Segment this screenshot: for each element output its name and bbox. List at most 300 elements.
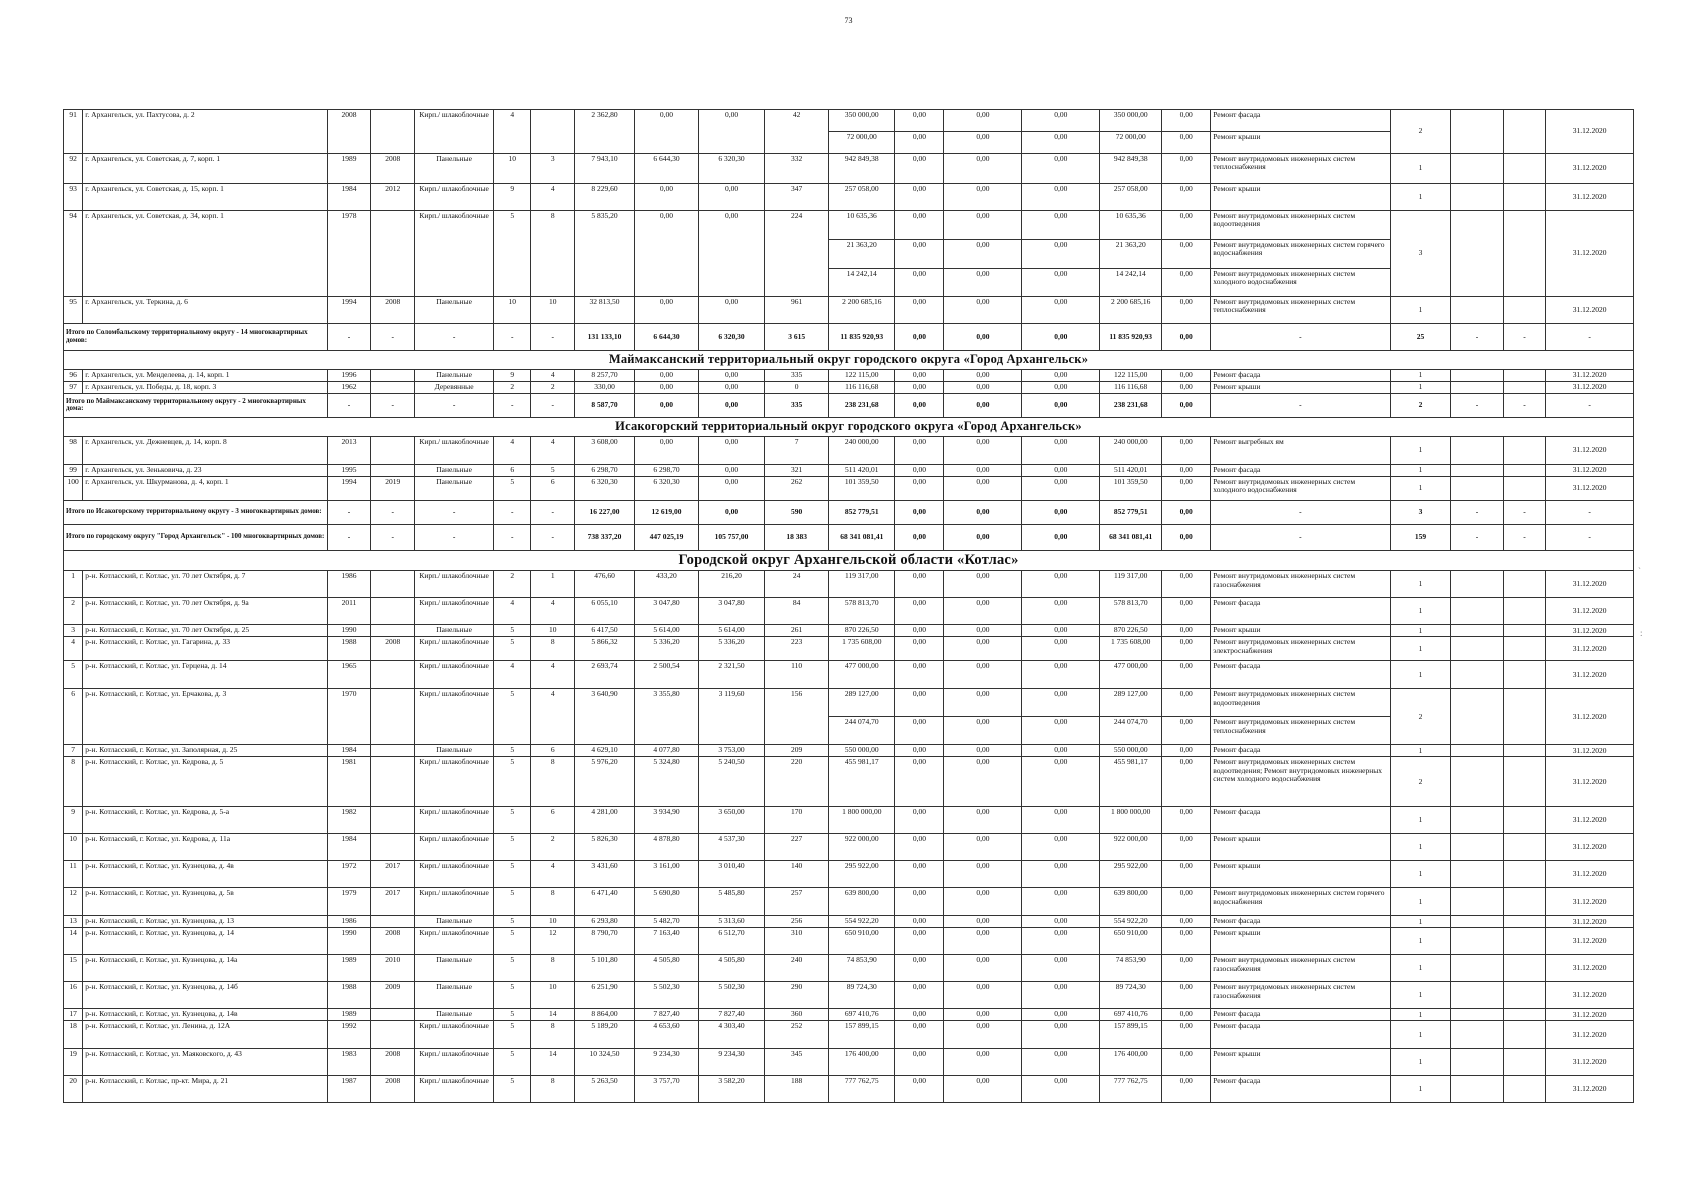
cell-fund-2: 0,00	[944, 436, 1022, 464]
cell-empty-1	[1451, 154, 1503, 184]
table-row	[64, 381, 1634, 393]
cell-cost-total: 295 922,00	[829, 861, 895, 888]
cell-work-count: 1	[1390, 982, 1451, 1009]
cell-number: 95	[64, 297, 83, 324]
cell-cost-total: 157 899,15	[829, 1021, 895, 1049]
cell-empty-1	[1451, 598, 1503, 625]
cell-fund-5: 0,00	[1162, 1021, 1211, 1049]
cell-empty-1	[1451, 888, 1503, 916]
cell-cost-total: 455 981,17	[829, 757, 895, 807]
total-res: 3 615	[765, 324, 829, 351]
cell-fund-3: 0,00	[1022, 888, 1100, 916]
cell-empty-2	[1503, 916, 1546, 928]
table-row	[64, 598, 1634, 625]
cell-cost-total: 10 635,36	[829, 211, 895, 240]
cell-year-built: 1979	[327, 888, 371, 916]
cell-number: 91	[64, 110, 83, 154]
cell-fund-3: 0,00	[1022, 132, 1100, 154]
cell-empty-1	[1451, 1009, 1503, 1021]
cell-work-count: 1	[1390, 369, 1451, 381]
table-row	[64, 661, 1634, 689]
cell-empty-2	[1503, 1021, 1546, 1049]
cell-entrances: 1	[531, 571, 575, 598]
cell-work-count: 1	[1390, 807, 1451, 834]
cell-fund-1: 0,00	[895, 211, 944, 240]
cell-entrances: 4	[531, 184, 575, 211]
total-f5: 0,00	[1162, 324, 1211, 351]
cell-cost-total: 550 000,00	[829, 745, 895, 757]
cell-floors: 10	[494, 154, 531, 184]
cell-address: р-н. Котласский, г. Котлас, ул. Кузнецова, д. 14а	[83, 955, 327, 982]
section-heading-row	[64, 417, 1634, 436]
cell-fund-5: 0,00	[1162, 1076, 1211, 1103]
cell-wall-material: Кирп./ шлакоблочные	[415, 436, 494, 464]
cell-work-type: Ремонт фасада	[1211, 369, 1390, 381]
cell-work-type: Ремонт внутридомовых инженерных систем холодного водоснабжения	[1211, 476, 1390, 500]
cell-year-built: 1984	[327, 745, 371, 757]
cell-year-built: 1989	[327, 154, 371, 184]
cell-deadline: 31.12.2020	[1546, 1049, 1634, 1076]
cell-fund-owners: 244 074,70	[1100, 717, 1162, 745]
cell-fund-5: 0,00	[1162, 369, 1211, 381]
total-area: 16 227,00	[575, 500, 635, 524]
cell-year-built: 1970	[327, 689, 371, 745]
cell-floors: 5	[494, 1076, 531, 1103]
cell-area-owned: 3 047,80	[698, 598, 764, 625]
cell-cost-total: 74 853,90	[829, 955, 895, 982]
cell-empty-2	[1503, 982, 1546, 1009]
cell-empty-1	[1451, 745, 1503, 757]
total-row	[64, 524, 1634, 550]
cell-total-area: 3 640,90	[575, 689, 635, 745]
cell-deadline: 31.12.2020	[1546, 154, 1634, 184]
cell-floors: 5	[494, 476, 531, 500]
cell-area-owned: 7 827,40	[698, 1009, 764, 1021]
table-row	[64, 476, 1634, 500]
total-f2: 0,00	[944, 324, 1022, 351]
cell-year-repair: 2008	[371, 297, 415, 324]
cell-fund-1: 0,00	[895, 916, 944, 928]
cell-fund-2: 0,00	[944, 637, 1022, 661]
cell-deadline: 31.12.2020	[1546, 888, 1634, 916]
total-ent: -	[531, 324, 575, 351]
cell-fund-owners: 14 242,14	[1100, 269, 1162, 297]
cell-year-repair	[371, 1009, 415, 1021]
cell-area-owned: 0,00	[698, 476, 764, 500]
cell-cost-total: 1 800 000,00	[829, 807, 895, 834]
cell-work-count: 1	[1390, 637, 1451, 661]
cell-wall-material: Кирп./ шлакоблочные	[415, 861, 494, 888]
cell-address: р-н. Котласский, г. Котлас, ул. Герцена, д. 14	[83, 661, 327, 689]
cell-cost-total: 922 000,00	[829, 834, 895, 861]
cell-work-type: Ремонт внутридомовых инженерных систем газоснабжения	[1211, 955, 1390, 982]
cell-empty-2	[1503, 1049, 1546, 1076]
cell-empty-1	[1451, 689, 1503, 745]
housing-repair-table	[63, 109, 1634, 1103]
total-f1: 0,00	[895, 500, 944, 524]
cell-area-owned: 3 010,40	[698, 861, 764, 888]
cell-area-living: 6 320,30	[634, 476, 698, 500]
cell-wall-material: Кирп./ шлакоблочные	[415, 211, 494, 297]
cell-deadline: 31.12.2020	[1546, 110, 1634, 154]
cell-fund-1: 0,00	[895, 297, 944, 324]
cell-fund-1: 0,00	[895, 955, 944, 982]
cell-fund-owners: 922 000,00	[1100, 834, 1162, 861]
cell-cost-total: 477 000,00	[829, 661, 895, 689]
cell-wall-material: Кирп./ шлакоблочные	[415, 661, 494, 689]
cell-cost-total: 244 074,70	[829, 717, 895, 745]
cell-cost-total: 257 058,00	[829, 184, 895, 211]
cell-fund-3: 0,00	[1022, 625, 1100, 637]
cell-floors: 5	[494, 689, 531, 745]
table-row	[64, 464, 1634, 476]
cell-address: р-н. Котласский, г. Котлас, ул. Кедрова, д. 5	[83, 757, 327, 807]
cell-floors: 5	[494, 834, 531, 861]
cell-empty-2	[1503, 1076, 1546, 1103]
cell-fund-3: 0,00	[1022, 436, 1100, 464]
cell-empty-1	[1451, 834, 1503, 861]
cell-residents: 332	[765, 154, 829, 184]
cell-year-repair	[371, 745, 415, 757]
total-x1: -	[1451, 393, 1503, 417]
cell-fund-1: 0,00	[895, 625, 944, 637]
cell-fund-3: 0,00	[1022, 928, 1100, 955]
cell-area-living: 5 690,80	[634, 888, 698, 916]
cell-work-type: Ремонт внутридомовых инженерных систем электроснабжения	[1211, 637, 1390, 661]
cell-year-built: 2011	[327, 598, 371, 625]
cell-empty-2	[1503, 297, 1546, 324]
table-row	[64, 297, 1634, 324]
cell-fund-2: 0,00	[944, 955, 1022, 982]
total-work: -	[1211, 393, 1390, 417]
cell-entrances: 14	[531, 1009, 575, 1021]
cell-work-count: 2	[1390, 689, 1451, 745]
cell-work-count: 1	[1390, 436, 1451, 464]
cell-residents: 257	[765, 888, 829, 916]
cell-fund-2: 0,00	[944, 1009, 1022, 1021]
cell-area-living: 9 234,30	[634, 1049, 698, 1076]
total-rep: -	[371, 500, 415, 524]
cell-fund-5: 0,00	[1162, 982, 1211, 1009]
cell-work-count: 1	[1390, 154, 1451, 184]
cell-wall-material: Кирп./ шлакоблочные	[415, 757, 494, 807]
cell-floors: 5	[494, 955, 531, 982]
cell-year-built: 1988	[327, 637, 371, 661]
total-label: Итого по Исакогорскому территориальному округу - 3 многоквартирных домов:	[64, 500, 328, 524]
cell-number: 16	[64, 982, 83, 1009]
cell-floors: 10	[494, 297, 531, 324]
cell-area-living: 4 077,80	[634, 745, 698, 757]
cell-deadline: 31.12.2020	[1546, 955, 1634, 982]
cell-residents: 0	[765, 381, 829, 393]
cell-area-owned: 3 119,60	[698, 689, 764, 745]
cell-address: р-н. Котласский, г. Котлас, ул. Кузнецова, д. 5в	[83, 888, 327, 916]
total-a1: 447 025,19	[634, 524, 698, 550]
cell-deadline: 31.12.2020	[1546, 757, 1634, 807]
cell-address: р-н. Котласский, г. Котлас, ул. Кузнецова, д. 14б	[83, 982, 327, 1009]
cell-fund-1: 0,00	[895, 154, 944, 184]
cell-fund-5: 0,00	[1162, 297, 1211, 324]
total-ent: -	[531, 524, 575, 550]
total-area: 131 133,10	[575, 324, 635, 351]
cell-empty-1	[1451, 757, 1503, 807]
cell-work-type: Ремонт внутридомовых инженерных систем газоснабжения	[1211, 982, 1390, 1009]
cell-fund-5: 0,00	[1162, 625, 1211, 637]
cell-deadline: 31.12.2020	[1546, 464, 1634, 476]
cell-year-built: 1984	[327, 834, 371, 861]
cell-total-area: 6 298,70	[575, 464, 635, 476]
cell-address: р-н. Котласский, г. Котлас, ул. Гагарина, д. 33	[83, 637, 327, 661]
cell-total-area: 5 976,20	[575, 757, 635, 807]
cell-empty-2	[1503, 834, 1546, 861]
cell-address: р-н. Котласский, г. Котлас, ул. Заполярная, д. 25	[83, 745, 327, 757]
cell-fund-owners: 1 800 000,00	[1100, 807, 1162, 834]
cell-fund-3: 0,00	[1022, 834, 1100, 861]
cell-cost-total: 240 000,00	[829, 436, 895, 464]
cell-work-type: Ремонт крыши	[1211, 381, 1390, 393]
cell-year-repair: 2017	[371, 888, 415, 916]
cell-cost-total: 350 000,00	[829, 110, 895, 132]
cell-fund-owners: 777 762,75	[1100, 1076, 1162, 1103]
cell-wall-material: Панельные	[415, 464, 494, 476]
cell-entrances: 4	[531, 861, 575, 888]
cell-empty-1	[1451, 637, 1503, 661]
cell-fund-3: 0,00	[1022, 110, 1100, 132]
cell-fund-1: 0,00	[895, 807, 944, 834]
cell-year-repair	[371, 571, 415, 598]
total-built: -	[327, 393, 371, 417]
cell-empty-2	[1503, 598, 1546, 625]
cell-fund-3: 0,00	[1022, 1009, 1100, 1021]
cell-empty-1	[1451, 184, 1503, 211]
cell-fund-owners: 554 922,20	[1100, 916, 1162, 928]
cell-fund-1: 0,00	[895, 598, 944, 625]
cell-total-area: 2 693,74	[575, 661, 635, 689]
cell-empty-2	[1503, 689, 1546, 745]
cell-fund-3: 0,00	[1022, 381, 1100, 393]
cell-address: р-н. Котласский, г. Котлас, ул. Маяковского, д. 43	[83, 1049, 327, 1076]
cell-deadline: 31.12.2020	[1546, 571, 1634, 598]
cell-entrances: 8	[531, 757, 575, 807]
cell-fund-owners: 101 359,50	[1100, 476, 1162, 500]
cell-year-built: 1990	[327, 625, 371, 637]
cell-entrances: 2	[531, 381, 575, 393]
cell-empty-1	[1451, 369, 1503, 381]
cell-empty-1	[1451, 464, 1503, 476]
total-cnt: 25	[1390, 324, 1451, 351]
cell-address: г. Архангельск, ул. Советская, д. 15, корп. 1	[83, 184, 327, 211]
cell-number: 5	[64, 661, 83, 689]
cell-total-area: 8 257,70	[575, 369, 635, 381]
table-row	[64, 757, 1634, 807]
cell-residents: 223	[765, 637, 829, 661]
cell-total-area: 5 835,20	[575, 211, 635, 297]
cell-floors: 5	[494, 211, 531, 297]
cell-wall-material: Панельные	[415, 476, 494, 500]
cell-deadline: 31.12.2020	[1546, 436, 1634, 464]
cell-address: р-н. Котласский, г. Котлас, ул. Ерчакова, д. 3	[83, 689, 327, 745]
cell-area-living: 4 653,60	[634, 1021, 698, 1049]
cell-work-type: Ремонт крыши	[1211, 928, 1390, 955]
cell-fund-1: 0,00	[895, 436, 944, 464]
cell-number: 98	[64, 436, 83, 464]
cell-year-built: 1972	[327, 861, 371, 888]
total-f1: 0,00	[895, 324, 944, 351]
cell-empty-2	[1503, 861, 1546, 888]
total-x2: -	[1503, 393, 1546, 417]
cell-entrances: 10	[531, 625, 575, 637]
cell-entrances: 5	[531, 464, 575, 476]
cell-residents: 140	[765, 861, 829, 888]
cell-empty-1	[1451, 807, 1503, 834]
cell-deadline: 31.12.2020	[1546, 928, 1634, 955]
cell-year-repair: 2019	[371, 476, 415, 500]
cell-fund-owners: 578 813,70	[1100, 598, 1162, 625]
total-res: 590	[765, 500, 829, 524]
document-page	[63, 109, 1634, 1103]
cell-fund-5: 0,00	[1162, 757, 1211, 807]
cell-fund-owners: 455 981,17	[1100, 757, 1162, 807]
cell-fund-2: 0,00	[944, 269, 1022, 297]
cell-fund-2: 0,00	[944, 745, 1022, 757]
cell-year-built: 1986	[327, 916, 371, 928]
cell-fund-1: 0,00	[895, 757, 944, 807]
cell-wall-material: Кирп./ шлакоблочные	[415, 598, 494, 625]
cell-area-living: 3 047,80	[634, 598, 698, 625]
cell-floors: 5	[494, 1049, 531, 1076]
cell-number: 3	[64, 625, 83, 637]
cell-fund-2: 0,00	[944, 717, 1022, 745]
total-x2: -	[1503, 324, 1546, 351]
cell-deadline: 31.12.2020	[1546, 689, 1634, 745]
cell-fund-5: 0,00	[1162, 132, 1211, 154]
cell-work-type: Ремонт внутридомовых инженерных систем водоотведения	[1211, 689, 1390, 717]
cell-area-living: 7 827,40	[634, 1009, 698, 1021]
cell-residents: 321	[765, 464, 829, 476]
cell-residents: 256	[765, 916, 829, 928]
cell-entrances: 3	[531, 154, 575, 184]
total-mat: -	[415, 393, 494, 417]
cell-fund-3: 0,00	[1022, 1049, 1100, 1076]
cell-area-living: 4 505,80	[634, 955, 698, 982]
cell-cost-total: 89 724,30	[829, 982, 895, 1009]
cell-entrances: 8	[531, 1021, 575, 1049]
cell-cost-total: 554 922,20	[829, 916, 895, 928]
total-x1: -	[1451, 324, 1503, 351]
total-sum: 238 231,68	[829, 393, 895, 417]
cell-number: 2	[64, 598, 83, 625]
cell-work-type: Ремонт фасада	[1211, 110, 1390, 132]
cell-empty-2	[1503, 955, 1546, 982]
section-heading: Городской округ Архангельской области «Котлас»	[64, 550, 1634, 571]
cell-fund-2: 0,00	[944, 1049, 1022, 1076]
cell-fund-1: 0,00	[895, 745, 944, 757]
total-x2: -	[1503, 500, 1546, 524]
cell-residents: 335	[765, 369, 829, 381]
cell-work-count: 1	[1390, 571, 1451, 598]
total-work: -	[1211, 324, 1390, 351]
table-row	[64, 1009, 1634, 1021]
total-ent: -	[531, 500, 575, 524]
cell-work-count: 1	[1390, 1049, 1451, 1076]
cell-area-living: 5 336,20	[634, 637, 698, 661]
cell-total-area: 8 864,00	[575, 1009, 635, 1021]
cell-work-type: Ремонт выгребных ям	[1211, 436, 1390, 464]
cell-empty-2	[1503, 110, 1546, 154]
cell-fund-5: 0,00	[1162, 916, 1211, 928]
cell-fund-3: 0,00	[1022, 464, 1100, 476]
cell-deadline: 31.12.2020	[1546, 982, 1634, 1009]
cell-cost-total: 511 420,01	[829, 464, 895, 476]
cell-fund-1: 0,00	[895, 381, 944, 393]
cell-total-area: 6 251,90	[575, 982, 635, 1009]
cell-work-type: Ремонт фасада	[1211, 1021, 1390, 1049]
cell-fund-1: 0,00	[895, 1049, 944, 1076]
cell-wall-material: Панельные	[415, 745, 494, 757]
cell-work-count: 1	[1390, 184, 1451, 211]
cell-area-living: 3 355,80	[634, 689, 698, 745]
cell-empty-2	[1503, 464, 1546, 476]
cell-floors: 4	[494, 598, 531, 625]
cell-fund-3: 0,00	[1022, 269, 1100, 297]
cell-number: 11	[64, 861, 83, 888]
cell-fund-2: 0,00	[944, 861, 1022, 888]
cell-fund-5: 0,00	[1162, 955, 1211, 982]
cell-address: г. Архангельск, ул. Зеньковича, д. 23	[83, 464, 327, 476]
cell-work-type: Ремонт внутридомовых инженерных систем водоотведения	[1211, 211, 1390, 240]
cell-area-owned: 0,00	[698, 297, 764, 324]
table-row	[64, 436, 1634, 464]
cell-work-count: 2	[1390, 110, 1451, 154]
cell-wall-material: Кирп./ шлакоблочные	[415, 571, 494, 598]
cell-fund-owners: 2 200 685,16	[1100, 297, 1162, 324]
cell-year-built: 1996	[327, 369, 371, 381]
cell-year-repair	[371, 110, 415, 154]
total-f1: 0,00	[895, 393, 944, 417]
cell-year-repair	[371, 381, 415, 393]
cell-fund-5: 0,00	[1162, 637, 1211, 661]
cell-residents: 262	[765, 476, 829, 500]
total-f4: 238 231,68	[1100, 393, 1162, 417]
cell-number: 92	[64, 154, 83, 184]
cell-empty-2	[1503, 625, 1546, 637]
cell-fund-5: 0,00	[1162, 1049, 1211, 1076]
cell-empty-1	[1451, 436, 1503, 464]
cell-empty-2	[1503, 928, 1546, 955]
cell-fund-2: 0,00	[944, 982, 1022, 1009]
cell-floors: 4	[494, 436, 531, 464]
cell-fund-5: 0,00	[1162, 571, 1211, 598]
total-a1: 6 644,30	[634, 324, 698, 351]
cell-entrances: 10	[531, 982, 575, 1009]
cell-cost-total: 21 363,20	[829, 240, 895, 269]
cell-fund-5: 0,00	[1162, 1009, 1211, 1021]
cell-entrances: 6	[531, 745, 575, 757]
cell-year-built: 1978	[327, 211, 371, 297]
cell-year-repair	[371, 436, 415, 464]
cell-area-living: 6 298,70	[634, 464, 698, 476]
cell-wall-material: Кирп./ шлакоблочные	[415, 1021, 494, 1049]
cell-fund-5: 0,00	[1162, 436, 1211, 464]
cell-empty-1	[1451, 476, 1503, 500]
cell-area-owned: 6 320,30	[698, 154, 764, 184]
total-mat: -	[415, 500, 494, 524]
cell-work-type: Ремонт внутридомовых инженерных систем водоотведения; Ремонт внутридомовых инженерных систем холодного водоснабжения	[1211, 757, 1390, 807]
cell-wall-material: Панельные	[415, 154, 494, 184]
total-a1: 12 619,00	[634, 500, 698, 524]
cell-entrances: 8	[531, 1076, 575, 1103]
cell-year-repair: 2010	[371, 955, 415, 982]
